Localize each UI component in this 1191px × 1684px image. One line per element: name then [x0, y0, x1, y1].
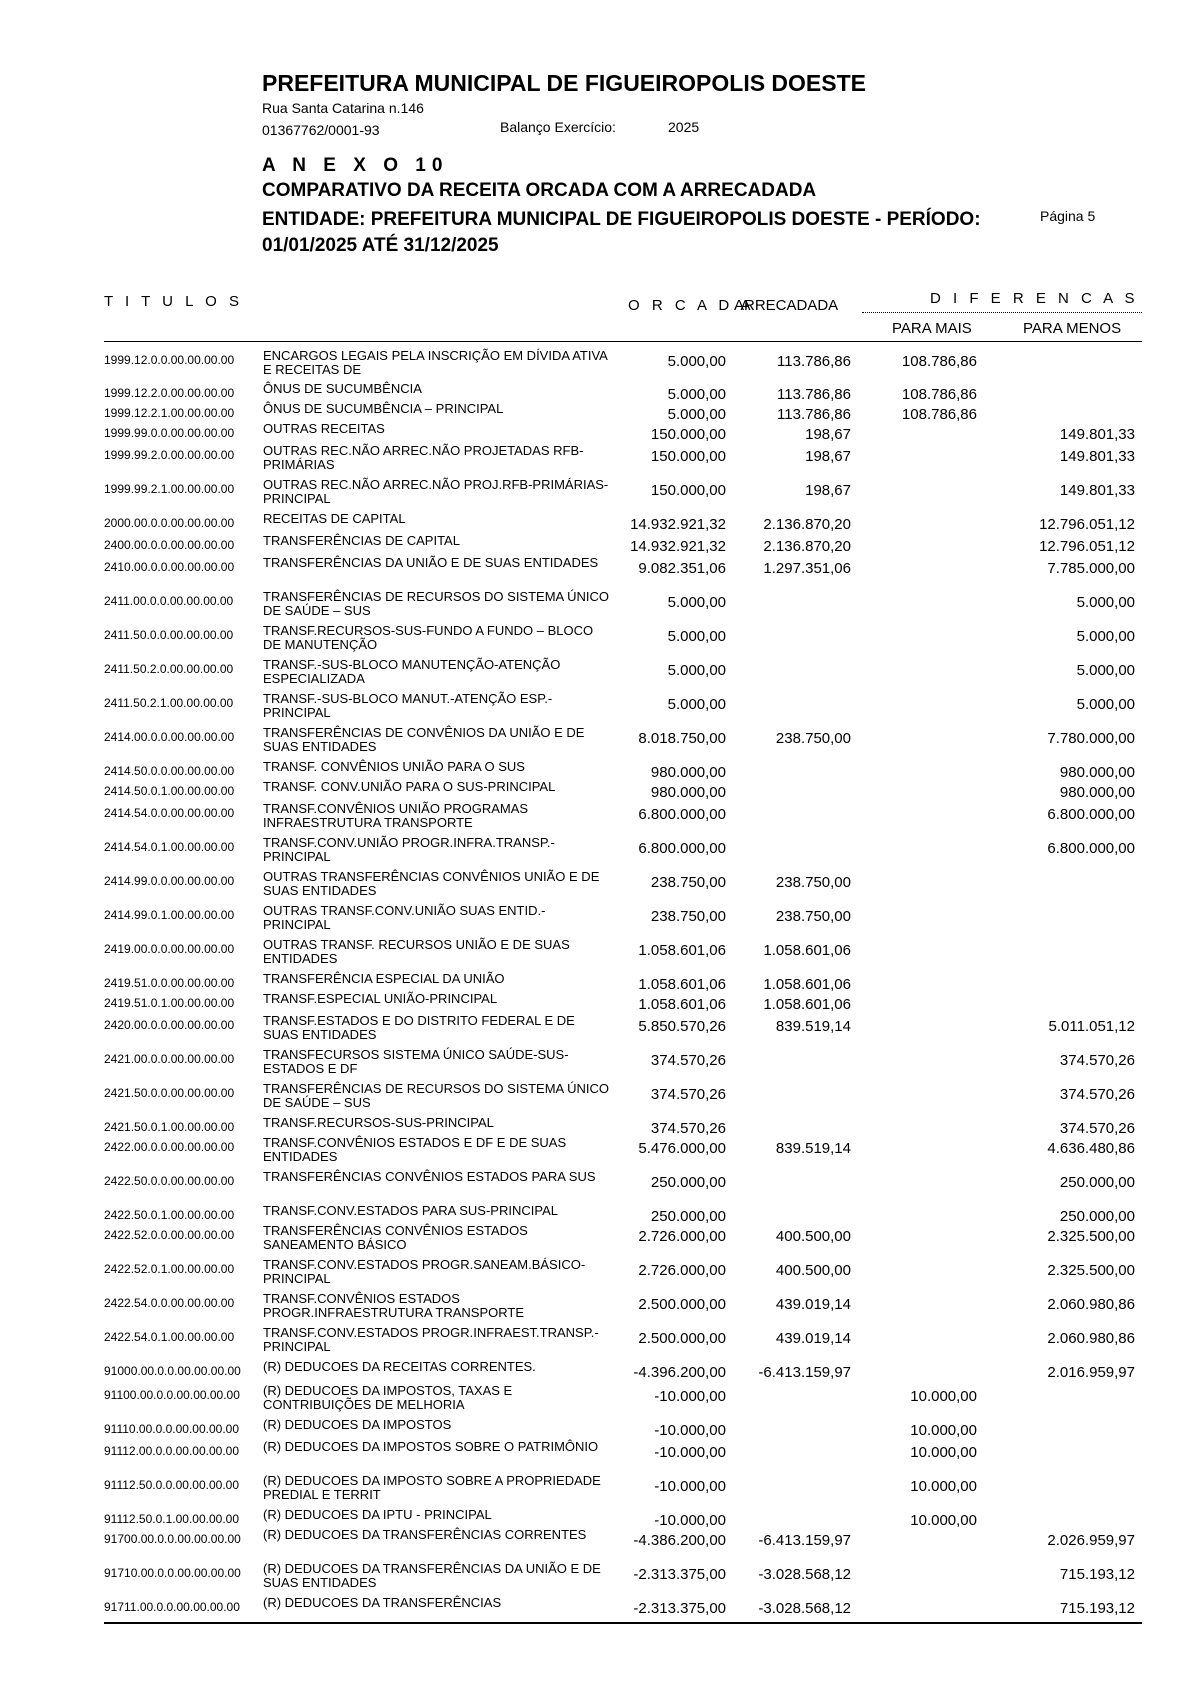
table-row	[0, 1474, 1191, 1506]
account-code: 2414.99.0.1.00.00.00.00	[104, 908, 235, 922]
account-code: 91112.50.0.0.00.00.00.00	[104, 1478, 240, 1492]
orcada-value: -10.000,00	[654, 1444, 726, 1461]
account-code: 2414.00.0.0.00.00.00.00	[104, 730, 235, 744]
account-description: TRANSF.-SUS-BLOCO MANUTENÇÃO-ATENÇÃO ESPECIALIZADA	[263, 657, 561, 686]
account-description: ÔNUS DE SUCUMBÊNCIA – PRINCIPAL	[263, 401, 504, 416]
orcada-value: 238.750,00	[650, 874, 726, 891]
orcada-value: 8.018.750,00	[638, 730, 726, 747]
orcada-value: 250.000,00	[650, 1208, 726, 1225]
table-row	[0, 1224, 1191, 1256]
account-description: OUTRAS TRANSF.CONV.UNIÃO SUAS ENTID.-PRINCIPAL	[263, 903, 546, 932]
para-menos-value: 374.570,26	[1059, 1086, 1135, 1103]
account-code: 2419.00.0.0.00.00.00.00	[104, 942, 235, 956]
col-orcada: O R C A D A	[628, 297, 755, 314]
arrecadada-value: 439.019,14	[775, 1330, 851, 1347]
para-menos-value: 4.636.480,86	[1047, 1140, 1135, 1157]
account-code: 2411.50.2.1.00.00.00.00	[104, 696, 234, 710]
account-code: 2421.50.0.1.00.00.00.00	[104, 1120, 235, 1134]
orcada-value: -4.386.200,00	[633, 1532, 726, 1549]
account-code: 91000.00.0.0.00.00.00.00	[104, 1364, 241, 1378]
orcada-value: 5.850.570,26	[638, 1018, 726, 1035]
arrecadada-value: 238.750,00	[775, 730, 851, 747]
account-code: 2000.00.0.0.00.00.00.00	[104, 516, 235, 530]
orcada-value: 150.000,00	[650, 482, 726, 499]
orcada-value: 150.000,00	[650, 448, 726, 465]
orcada-value: -10.000,00	[654, 1512, 726, 1529]
account-code: 2421.00.0.0.00.00.00.00	[104, 1052, 235, 1066]
arrecadada-value: 113.786,86	[777, 406, 851, 423]
orcada-value: -2.313.375,00	[633, 1600, 726, 1617]
orcada-value: 374.570,26	[650, 1086, 726, 1103]
para-mais-value: 10.000,00	[910, 1478, 977, 1495]
para-menos-value: 2.325.500,00	[1047, 1228, 1135, 1245]
table-row	[0, 556, 1191, 588]
account-description: TRANSFECURSOS SISTEMA ÚNICO SAÚDE-SUS-ESTADOS E DF	[263, 1047, 569, 1076]
account-code: 2411.50.0.0.00.00.00.00	[104, 628, 234, 642]
account-description: TRANSFERÊNCIAS CONVÊNIOS ESTADOS SANEAMENTO BÁSICO	[263, 1223, 528, 1252]
para-menos-value: 12.796.051,12	[1039, 538, 1135, 555]
period-line: 01/01/2025 ATÉ 31/12/2025	[262, 235, 499, 256]
account-description: TRANSF.CONV.ESTADOS PARA SUS-PRINCIPAL	[263, 1203, 558, 1218]
account-description: (R) DEDUCOES DA TRANSFERÊNCIAS	[263, 1595, 502, 1610]
account-description: TRANSFERÊNCIAS DE RECURSOS DO SISTEMA ÚNICO DE SAÚDE – SUS	[263, 1081, 609, 1110]
account-description: TRANSF.CONV.ESTADOS PROGR.SANEAM.BÁSICO-PRINCIPAL	[263, 1257, 586, 1286]
account-code: 2410.00.0.0.00.00.00.00	[104, 560, 235, 574]
orcada-value: 2.500.000,00	[638, 1296, 726, 1313]
orcada-value: 6.800.000,00	[638, 806, 726, 823]
arrecadada-value: 439.019,14	[775, 1296, 851, 1313]
arrecadada-value: 113.786,86	[777, 386, 851, 403]
orcada-value: 5.000,00	[667, 594, 726, 611]
para-menos-value: 5.011.051,12	[1048, 1018, 1135, 1035]
account-code: 2422.52.0.1.00.00.00.00	[104, 1262, 235, 1276]
arrecadada-value: -3.028.568,12	[758, 1566, 851, 1583]
table-row	[0, 1082, 1191, 1114]
para-mais-value: 108.786,86	[901, 406, 977, 423]
account-description: TRANSF.CONVÊNIOS ESTADOS E DF E DE SUAS ENTIDADES	[263, 1135, 567, 1164]
account-description: RECEITAS DE CAPITAL	[263, 511, 406, 526]
account-description: TRANSF.RECURSOS-SUS-FUNDO A FUNDO – BLOCO DE MANUTENÇÃO	[263, 623, 594, 652]
account-description: TRANSFERÊNCIAS DE RECURSOS DO SISTEMA ÚNICO DE SAÚDE – SUS	[263, 589, 609, 618]
account-description: TRANSF.CONV.ESTADOS PROGR.INFRAEST.TRANSP.-PRINCIPAL	[263, 1325, 599, 1354]
orcada-value: 9.082.351,06	[638, 560, 726, 577]
para-menos-value: 2.026.959,97	[1047, 1532, 1135, 1549]
orcada-value: 5.000,00	[667, 406, 726, 423]
account-description: ENCARGOS LEGAIS PELA INSCRIÇÃO EM DÍVIDA ATIVA E RECEITAS DE	[263, 348, 608, 377]
orcada-value: 2.726.000,00	[638, 1228, 726, 1245]
address: Rua Santa Catarina n.146	[262, 100, 424, 116]
account-description: (R) DEDUCOES DA IMPOSTO SOBRE A PROPRIEDADE PREDIAL E TERRIT	[263, 1473, 601, 1502]
account-description: (R) DEDUCOES DA IMPOSTOS	[263, 1417, 452, 1432]
account-code: 2414.54.0.0.00.00.00.00	[104, 806, 235, 820]
para-menos-value: 980.000,00	[1059, 784, 1135, 801]
table-row	[0, 1384, 1191, 1416]
table-row	[0, 1440, 1191, 1472]
table-row	[0, 1170, 1191, 1202]
arrecadada-value: 1.297.351,06	[763, 560, 851, 577]
account-code: 1999.99.2.0.00.00.00.00	[104, 448, 235, 462]
table-row	[0, 938, 1191, 970]
para-menos-value: 5.000,00	[1076, 594, 1135, 611]
account-code: 2414.99.0.0.00.00.00.00	[104, 874, 235, 888]
arrecadada-value: 198,67	[805, 448, 851, 465]
para-menos-value: 250.000,00	[1059, 1208, 1135, 1225]
arrecadada-value: 1.058.601,06	[763, 976, 851, 993]
account-code: 1999.99.0.0.00.00.00.00	[104, 426, 235, 440]
table-row	[0, 870, 1191, 902]
orcada-value: 1.058.601,06	[638, 942, 726, 959]
para-menos-value: 374.570,26	[1059, 1052, 1135, 1069]
para-menos-value: 6.800.000,00	[1047, 806, 1135, 823]
arrecadada-value: 198,67	[805, 482, 851, 499]
arrecadada-value: -3.028.568,12	[758, 1600, 851, 1617]
col-arrecadada: ARRECADADA	[734, 297, 839, 314]
orcada-value: 250.000,00	[650, 1174, 726, 1191]
table-row	[0, 1528, 1191, 1560]
orcada-value: -4.396.200,00	[633, 1364, 726, 1381]
table-row	[0, 802, 1191, 834]
orcada-value: 5.000,00	[667, 386, 726, 403]
table-row	[0, 1258, 1191, 1290]
account-description: ÔNUS DE SUCUMBÊNCIA	[263, 381, 422, 396]
arrecadada-value: -6.413.159,97	[758, 1364, 851, 1381]
account-description: TRANSF.ESTADOS E DO DISTRITO FEDERAL E DE SUAS ENTIDADES	[263, 1013, 575, 1042]
account-code: 2422.54.0.0.00.00.00.00	[104, 1296, 235, 1310]
arrecadada-value: 238.750,00	[775, 874, 851, 891]
account-code: 2422.50.0.1.00.00.00.00	[104, 1208, 235, 1222]
table-row	[0, 624, 1191, 656]
orcada-value: -10.000,00	[654, 1388, 726, 1405]
account-code: 2414.50.0.0.00.00.00.00	[104, 764, 235, 778]
para-menos-value: 5.000,00	[1076, 628, 1135, 645]
account-code: 2422.50.0.0.00.00.00.00	[104, 1174, 235, 1188]
entity-line: ENTIDADE: PREFEITURA MUNICIPAL DE FIGUEIROPOLIS DOESTE - PERÍODO:	[262, 209, 981, 230]
table-row	[0, 1014, 1191, 1046]
para-mais-value: 10.000,00	[910, 1444, 977, 1461]
orcada-value: 238.750,00	[650, 908, 726, 925]
account-code: 91110.00.0.0.00.00.00.00	[104, 1422, 240, 1436]
para-menos-value: 715.193,12	[1059, 1600, 1135, 1617]
account-code: 2414.50.0.1.00.00.00.00	[104, 784, 235, 798]
col-para-mais: PARA MAIS	[892, 320, 972, 337]
orcada-value: 150.000,00	[650, 426, 726, 443]
orcada-value: 5.000,00	[667, 353, 726, 370]
arrecadada-value: 238.750,00	[775, 908, 851, 925]
account-code: 91112.50.0.1.00.00.00.00	[104, 1512, 240, 1526]
para-mais-value: 10.000,00	[910, 1422, 977, 1439]
exercise-year: 2025	[668, 119, 700, 135]
account-description: TRANSF.RECURSOS-SUS-PRINCIPAL	[263, 1115, 494, 1130]
arrecadada-value: 839.519,14	[775, 1018, 851, 1035]
page-number: Página 5	[1040, 208, 1096, 224]
orcada-value: 14.932.921,32	[630, 538, 726, 555]
arrecadada-value: 113.786,86	[777, 353, 851, 370]
account-description: (R) DEDUCOES DA IMPOSTOS SOBRE O PATRIMÔNIO	[263, 1439, 599, 1454]
para-menos-value: 2.325.500,00	[1047, 1262, 1135, 1279]
account-code: 91700.00.0.0.00.00.00.00	[104, 1532, 241, 1546]
table-row	[0, 1048, 1191, 1080]
table-row	[0, 444, 1191, 476]
account-description: OUTRAS TRANSF. RECURSOS UNIÃO E DE SUAS ENTIDADES	[263, 937, 570, 966]
para-mais-value: 108.786,86	[901, 353, 977, 370]
arrecadada-value: 1.058.601,06	[763, 942, 851, 959]
table-row	[0, 904, 1191, 936]
footer-rule	[104, 1622, 1142, 1624]
account-code: 2414.54.0.1.00.00.00.00	[104, 840, 235, 854]
orcada-value: 5.000,00	[667, 662, 726, 679]
account-description: OUTRAS REC.NÃO ARREC.NÃO PROJ.RFB-PRIMÁRIAS-PRINCIPAL	[263, 477, 609, 506]
account-description: TRANSF.-SUS-BLOCO MANUT.-ATENÇÃO ESP.-PRINCIPAL	[263, 691, 553, 720]
orcada-value: -10.000,00	[654, 1422, 726, 1439]
para-menos-value: 715.193,12	[1059, 1566, 1135, 1583]
para-menos-value: 374.570,26	[1059, 1120, 1135, 1137]
orcada-value: 2.726.000,00	[638, 1262, 726, 1279]
orcada-value: 5.476.000,00	[638, 1140, 726, 1157]
account-description: TRANSFERÊNCIAS DE CONVÊNIOS DA UNIÃO E DE SUAS ENTIDADES	[263, 725, 585, 754]
account-code: 2419.51.0.0.00.00.00.00	[104, 976, 235, 990]
account-code: 2422.00.0.0.00.00.00.00	[104, 1140, 235, 1154]
orcada-value: 5.000,00	[667, 696, 726, 713]
orcada-value: 1.058.601,06	[638, 976, 726, 993]
orcada-value: 374.570,26	[650, 1052, 726, 1069]
exercise-label: Balanço Exercício:	[500, 119, 616, 135]
account-code: 2411.50.2.0.00.00.00.00	[104, 662, 234, 676]
table-row	[0, 1292, 1191, 1324]
para-mais-value: 10.000,00	[910, 1512, 977, 1529]
report-title: COMPARATIVO DA RECEITA ORCADA COM A ARRECADADA	[262, 180, 817, 201]
annex-number: A N E X O 10	[262, 155, 449, 176]
cnpj: 01367762/0001-93	[262, 122, 380, 138]
account-code: 2400.00.0.0.00.00.00.00	[104, 538, 235, 552]
account-description: TRANSF.CONVÊNIOS ESTADOS PROGR.INFRAESTRUTURA TRANSPORTE	[263, 1291, 524, 1320]
orcada-value: 1.058.601,06	[638, 996, 726, 1013]
para-mais-value: 108.786,86	[901, 386, 977, 403]
account-code: 1999.99.2.1.00.00.00.00	[104, 482, 235, 496]
arrecadada-value: 1.058.601,06	[763, 996, 851, 1013]
account-code: 2420.00.0.0.00.00.00.00	[104, 1018, 235, 1032]
account-code: 1999.12.2.0.00.00.00.00	[104, 386, 235, 400]
arrecadada-value: 2.136.870,20	[763, 516, 851, 533]
table-row	[0, 836, 1191, 868]
account-description: TRANSF.CONV.UNIÃO PROGR.INFRA.TRANSP.-PRINCIPAL	[263, 835, 555, 864]
orcada-value: -2.313.375,00	[633, 1566, 726, 1583]
account-description: TRANSFERÊNCIAS CONVÊNIOS ESTADOS PARA SUS	[263, 1169, 596, 1184]
orcada-value: 2.500.000,00	[638, 1330, 726, 1347]
account-code: 91710.00.0.0.00.00.00.00	[104, 1566, 241, 1580]
arrecadada-value: 400.500,00	[775, 1228, 851, 1245]
table-row	[0, 590, 1191, 622]
account-description: (R) DEDUCOES DA TRANSFERÊNCIAS DA UNIÃO E DE SUAS ENTIDADES	[263, 1561, 601, 1590]
table-row	[0, 478, 1191, 510]
orcada-value: -10.000,00	[654, 1478, 726, 1495]
table-row	[0, 726, 1191, 758]
para-menos-value: 7.785.000,00	[1047, 560, 1135, 577]
table-row	[0, 1326, 1191, 1358]
para-menos-value: 149.801,33	[1059, 426, 1135, 443]
account-description: (R) DEDUCOES DA IPTU - PRINCIPAL	[263, 1507, 492, 1522]
orcada-value: 374.570,26	[650, 1120, 726, 1137]
col-titulos: T I T U L O S	[104, 293, 243, 310]
account-description: TRANSFERÊNCIAS DA UNIÃO E DE SUAS ENTIDADES	[263, 555, 599, 570]
account-code: 91100.00.0.0.00.00.00.00	[104, 1388, 240, 1402]
para-menos-value: 980.000,00	[1059, 764, 1135, 781]
para-menos-value: 7.780.000,00	[1047, 730, 1135, 747]
table-row	[0, 1562, 1191, 1594]
account-description: TRANSF.ESPECIAL UNIÃO-PRINCIPAL	[263, 991, 498, 1006]
account-code: 2411.00.0.0.00.00.00.00	[104, 594, 234, 608]
account-description: OUTRAS TRANSFERÊNCIAS CONVÊNIOS UNIÃO E DE SUAS ENTIDADES	[263, 869, 600, 898]
account-description: TRANSFERÊNCIAS DE CAPITAL	[263, 533, 460, 548]
account-description: (R) DEDUCOES DA TRANSFERÊNCIAS CORRENTES	[263, 1527, 587, 1542]
org-title: PREFEITURA MUNICIPAL DE FIGUEIROPOLIS DOESTE	[262, 70, 867, 96]
arrecadada-value: 198,67	[805, 426, 851, 443]
account-description: TRANSF.CONVÊNIOS UNIÃO PROGRAMAS INFRAESTRUTURA TRANSPORTE	[263, 801, 529, 830]
account-code: 2419.51.0.1.00.00.00.00	[104, 996, 235, 1010]
account-description: TRANSFERÊNCIA ESPECIAL DA UNIÃO	[263, 971, 505, 986]
para-menos-value: 5.000,00	[1076, 696, 1135, 713]
arrecadada-value: 839.519,14	[775, 1140, 851, 1157]
account-code: 1999.12.2.1.00.00.00.00	[104, 406, 235, 420]
para-menos-value: 250.000,00	[1059, 1174, 1135, 1191]
account-description: (R) DEDUCOES DA RECEITAS CORRENTES.	[263, 1359, 536, 1374]
table-row	[0, 658, 1191, 690]
account-description: (R) DEDUCOES DA IMPOSTOS, TAXAS E CONTRIBUIÇÕES DE MELHORIA	[263, 1383, 513, 1412]
para-menos-value: 6.800.000,00	[1047, 840, 1135, 857]
para-menos-value: 2.016.959,97	[1047, 1364, 1135, 1381]
account-description: TRANSF. CONVÊNIOS UNIÃO PARA O SUS	[263, 759, 525, 774]
account-code: 2422.54.0.1.00.00.00.00	[104, 1330, 235, 1344]
para-mais-value: 10.000,00	[910, 1388, 977, 1405]
orcada-value: 980.000,00	[650, 784, 726, 801]
para-menos-value: 5.000,00	[1076, 662, 1135, 679]
orcada-value: 5.000,00	[667, 628, 726, 645]
account-description: OUTRAS REC.NÃO ARREC.NÃO PROJETADAS RFB-PRIMÁRIAS	[263, 443, 584, 472]
table-row	[0, 1136, 1191, 1168]
account-description: TRANSF. CONV.UNIÃO PARA O SUS-PRINCIPAL	[263, 779, 556, 794]
account-code: 91112.00.0.0.00.00.00.00	[104, 1444, 240, 1458]
col-diferencas: D I F E R E N C A S	[930, 290, 1139, 307]
table-row	[0, 349, 1191, 381]
para-menos-value: 12.796.051,12	[1039, 516, 1135, 533]
para-menos-value: 149.801,33	[1059, 482, 1135, 499]
account-code: 2421.50.0.0.00.00.00.00	[104, 1086, 235, 1100]
diferencas-underline	[862, 312, 1142, 313]
account-code: 2422.52.0.0.00.00.00.00	[104, 1228, 235, 1242]
arrecadada-value: 400.500,00	[775, 1262, 851, 1279]
orcada-value: 14.932.921,32	[630, 516, 726, 533]
para-menos-value: 2.060.980,86	[1047, 1330, 1135, 1347]
table-row	[0, 692, 1191, 724]
account-code: 91711.00.0.0.00.00.00.00	[104, 1600, 240, 1614]
account-description: OUTRAS RECEITAS	[263, 421, 385, 436]
header-rule	[104, 341, 1142, 342]
para-menos-value: 2.060.980,86	[1047, 1296, 1135, 1313]
orcada-value: 980.000,00	[650, 764, 726, 781]
arrecadada-value: 2.136.870,20	[763, 538, 851, 555]
col-para-menos: PARA MENOS	[1023, 320, 1122, 337]
arrecadada-value: -6.413.159,97	[758, 1532, 851, 1549]
account-code: 1999.12.0.0.00.00.00.00	[104, 353, 235, 367]
orcada-value: 6.800.000,00	[638, 840, 726, 857]
para-menos-value: 149.801,33	[1059, 448, 1135, 465]
